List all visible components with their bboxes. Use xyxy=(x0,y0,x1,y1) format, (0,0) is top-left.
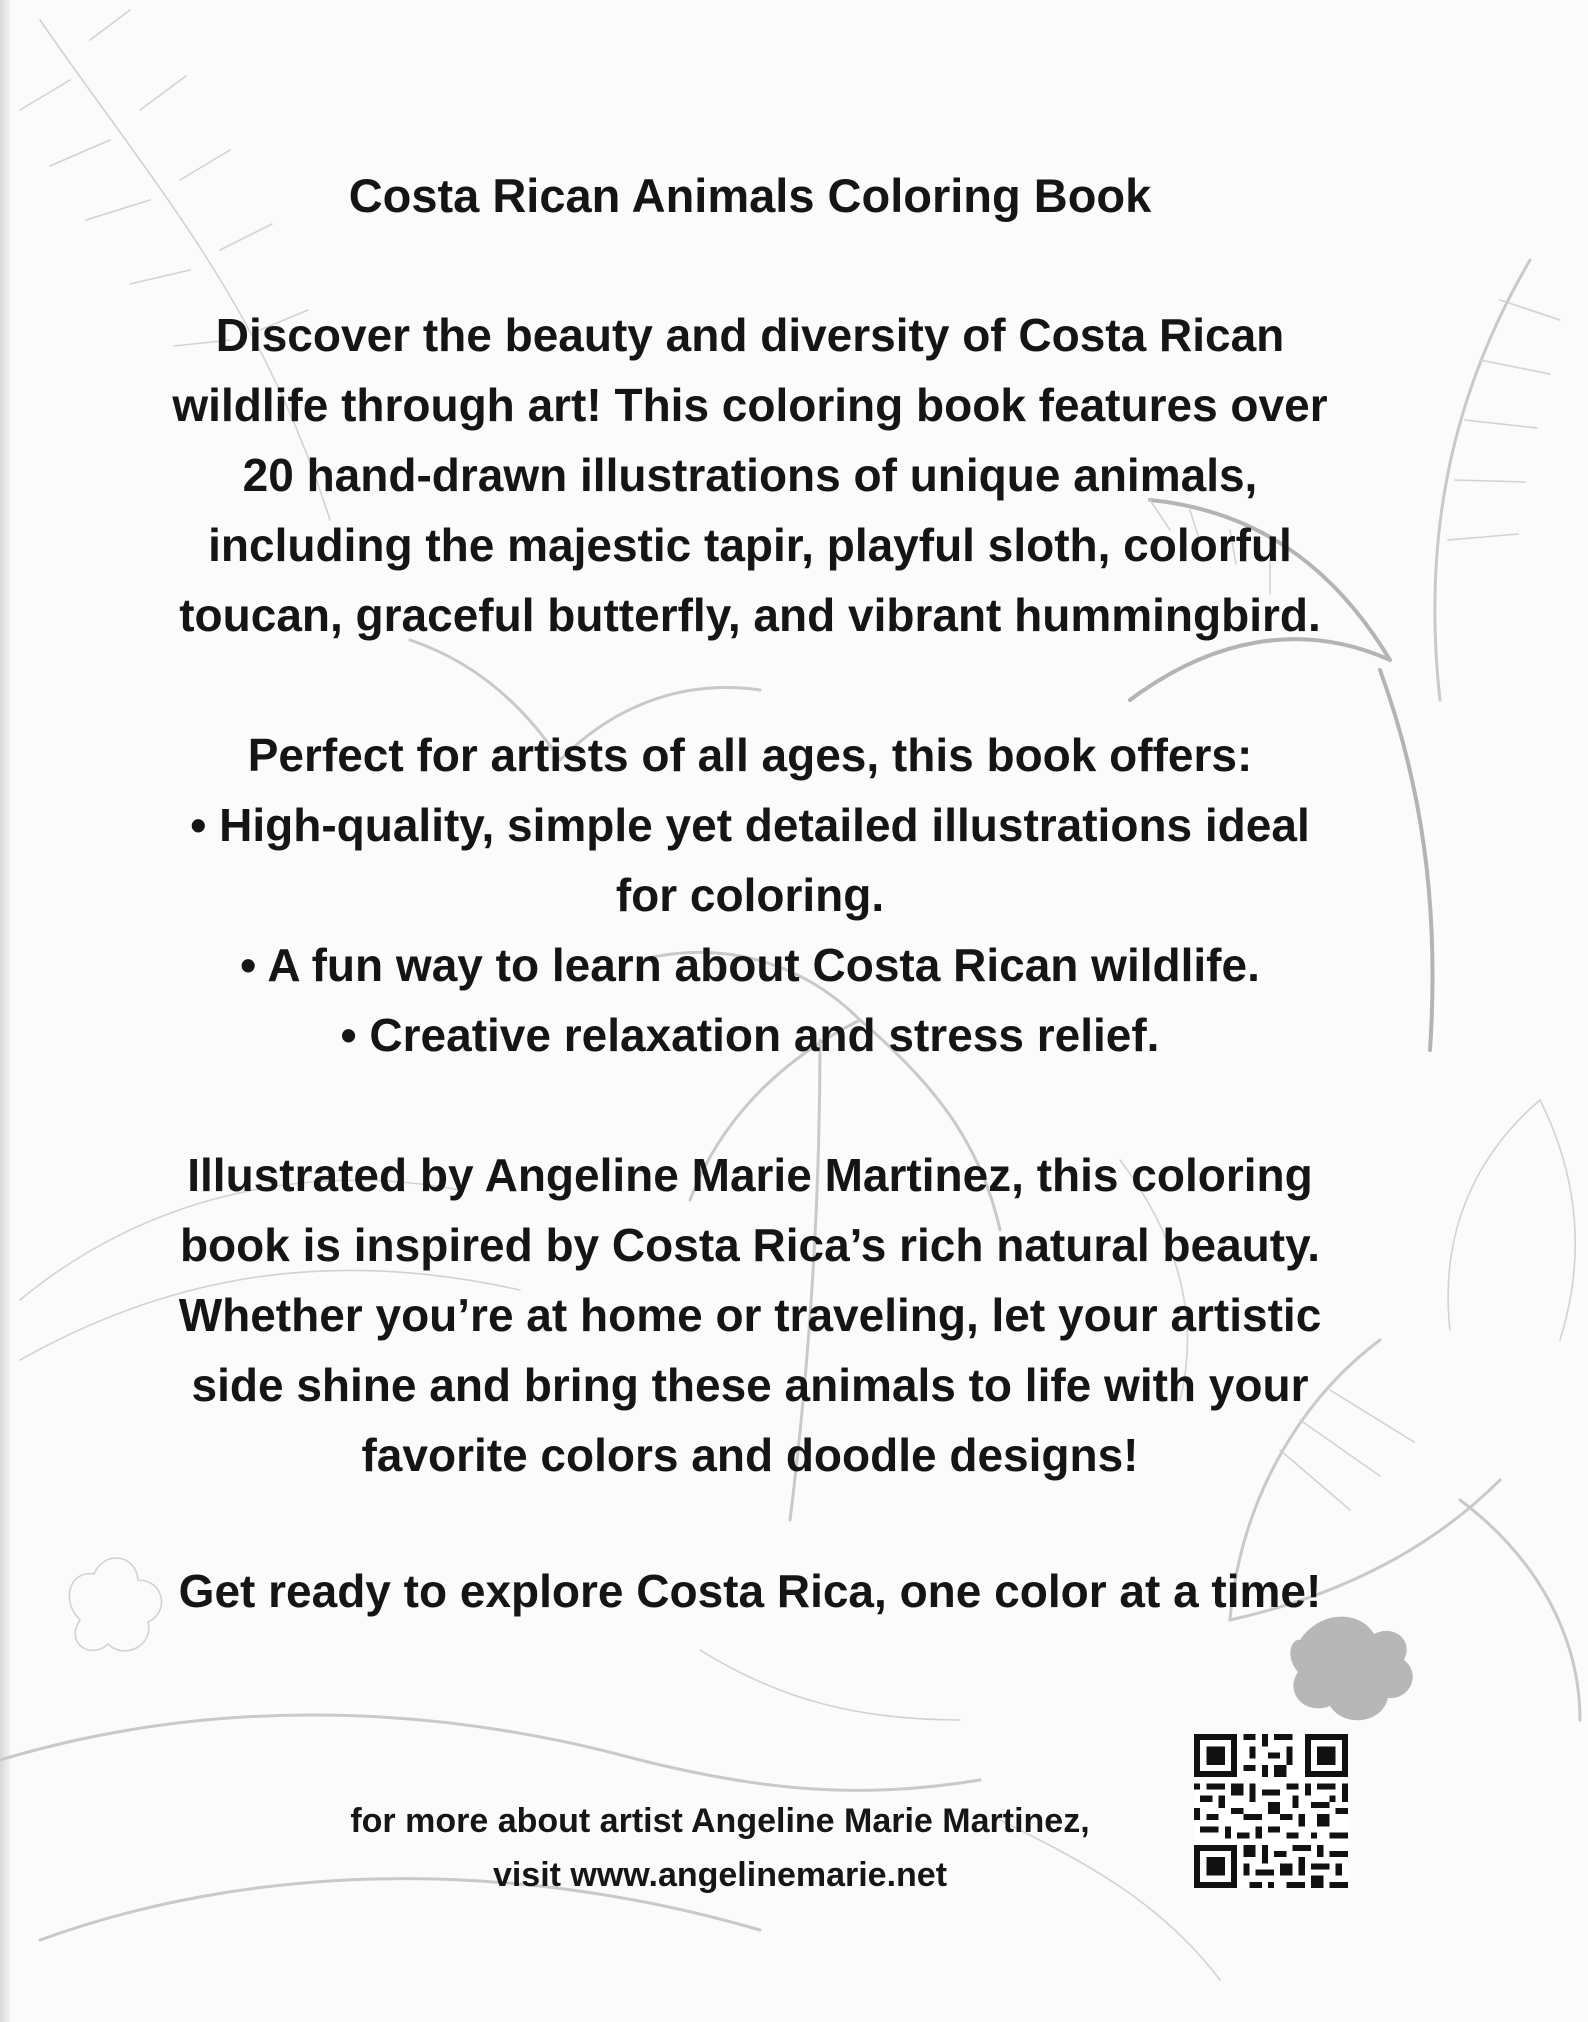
about-paragraph xyxy=(100,1140,1400,1490)
intro-line: wildlife through art! This coloring book features over xyxy=(172,379,1328,431)
artist-footer xyxy=(280,1794,1160,1902)
book-title: Costa Rican Animals Coloring Book xyxy=(348,169,1152,222)
about-line: Illustrated by Angeline Marie Martinez, this coloring xyxy=(187,1149,1313,1201)
footer-line: for more about artist Angeline Marie Martinez, xyxy=(350,1802,1090,1840)
footer-website-link[interactable]: visit www.angelinemarie.net xyxy=(492,1856,948,1894)
intro-line: Discover the beauty and diversity of Costa Rican xyxy=(215,309,1285,361)
intro-line: 20 hand-drawn illustrations of unique animals, xyxy=(242,449,1258,501)
offer-bullet: • Creative relaxation and stress relief. xyxy=(340,1009,1160,1061)
about-line: Whether you’re at home or traveling, let your artistic xyxy=(178,1289,1322,1341)
tagline: Get ready to explore Costa Rica, one color at a time! xyxy=(178,1565,1322,1617)
intro-paragraph xyxy=(100,300,1400,650)
about-line: book is inspired by Costa Rica’s rich natural beauty. xyxy=(179,1219,1321,1271)
intro-line: toucan, graceful butterfly, and vibrant hummingbird. xyxy=(179,589,1321,641)
qr-code-icon[interactable] xyxy=(1194,1734,1348,1888)
offers-heading: Perfect for artists of all ages, this book offers: xyxy=(247,729,1253,781)
about-line: side shine and bring these animals to life with your xyxy=(191,1359,1309,1411)
offer-bullet: • A fun way to learn about Costa Rican wildlife. xyxy=(240,939,1260,991)
about-line: favorite colors and doodle designs! xyxy=(361,1429,1139,1481)
offer-bullet-continued: for coloring. xyxy=(615,869,885,921)
intro-line: including the majestic tapir, playful sloth, colorful xyxy=(208,519,1292,571)
offer-bullet: • High-quality, simple yet detailed illustrations ideal xyxy=(190,799,1310,851)
offers-section xyxy=(100,720,1400,1070)
